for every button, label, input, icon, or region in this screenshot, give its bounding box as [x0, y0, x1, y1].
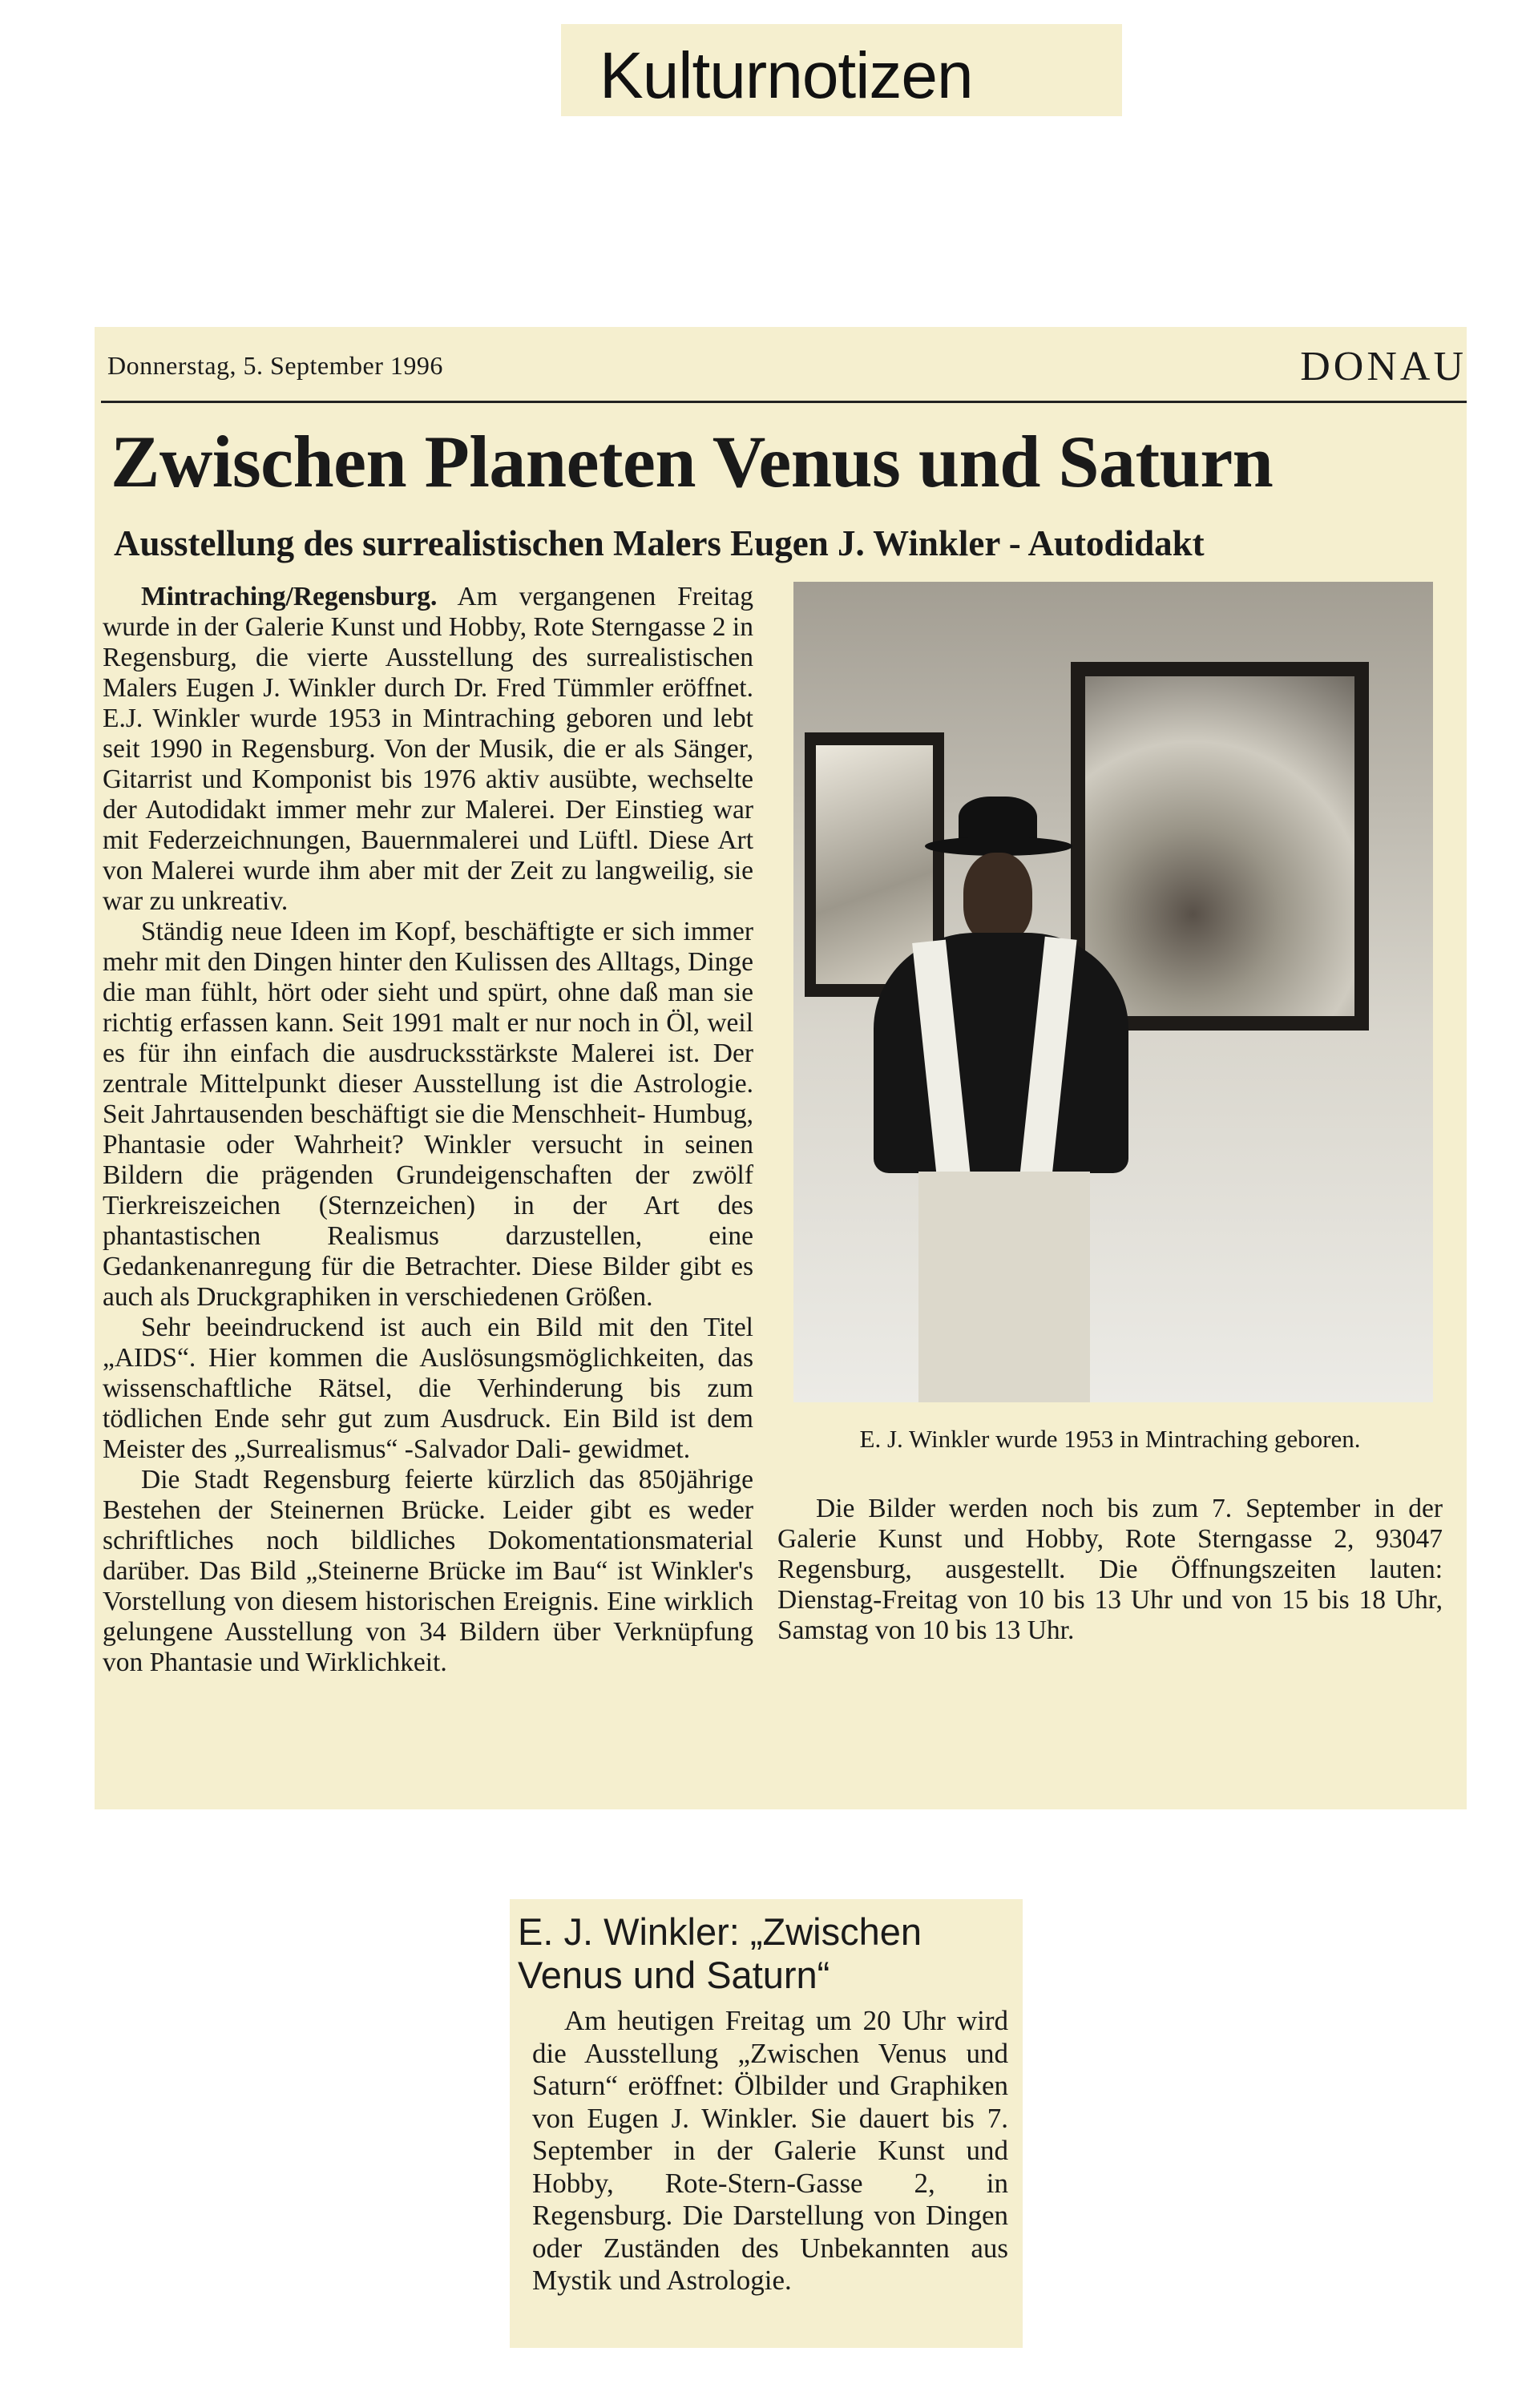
photo-caption: E. J. Winkler wurde 1953 in Mintraching geboren.	[859, 1425, 1361, 1453]
article-paragraph: Sehr beeindruckend ist auch ein Bild mit den Titel „AIDS“. Hier kommen die Auslösungsmöglichkeiten, das wissenschaftliche Rätsel, die Verhinderung bis zum tödlichen Ende sehr gut zum Ausdruck. Ein Bild ist dem Meister des „Surrealismus“ -Salvador Dali- gewidmet.	[103, 1313, 753, 1464]
article-lead-place: Mintraching/Regensburg.	[141, 582, 438, 611]
article-paragraph: Die Stadt Regensburg feierte kürzlich das 850jährige Bestehen der Steinernen Brücke. Leider gibt es weder schriftliches noch bildliches Dokomentationsmaterial darüber. Das Bild „Steinerne Brücke im Bau“ ist Winkler's Vorstellung von diesem historischen Ereignis. Eine wirklich gelungene Ausstellung von 34 Bildern über Verknüpfung von Phantasie und Wirklichkeit.	[103, 1465, 753, 1677]
newspaper-name: DONAU	[1300, 344, 1467, 389]
artist-shirt	[874, 933, 1128, 1173]
article-paragraph: Die Bilder werden noch bis zum 7. September in der Galerie Kunst und Hobby, Rote Sterngasse 2, 93047 Regensburg, ausgestellt. Die Öffnungszeiten lauten: Dienstag-Freitag von 10 bis 13 Uhr und von 15 bis 18 Uhr, Samstag von 10 bis 13 Uhr.	[777, 1494, 1443, 1645]
article-subheadline: Ausstellung des surrealistischen Malers Eugen J. Winkler - Autodidakt	[114, 523, 1205, 563]
article-clipping	[95, 327, 1467, 1809]
artist-photo	[793, 582, 1433, 1402]
notice-clipping	[510, 1899, 1023, 2348]
artist-face	[963, 853, 1032, 942]
article-paragraph-text: Am vergangenen Freitag wurde in der Galerie Kunst und Hobby, Rote Sterngasse 2 in Regensburg, die vierte Ausstellung des surrealistischen Malers Eugen J. Winkler durch Dr. Fred Tümmler eröffnet. E.J. Winkler wurde 1953 in Mintraching geboren und lebt seit 1990 in Regensburg. Von der Musik, die er als Sänger, Gitarrist und Komponist bis 1976 aktiv ausübte, wechselte der Autodidakt immer mehr zur Malerei. Der Einstieg war mit Federzeichnungen, Bauernmalerei und Lüftl. Diese Art von Malerei wurde ihm aber mit der Zeit zu langweilig, sie war zu unkreativ.	[103, 582, 754, 916]
article-paragraph: Ständig neue Ideen im Kopf, beschäftigte er sich immer mehr mit den Dingen hinter den Kulissen des Alltags, Dinge die man fühlt, hört oder sieht und spürt, ohne daß man sie richtig erfassen kann. Seit 1991 malt er nur noch in Öl, weil es für ihn einfach die ausdrucksstärkste Malerei ist. Der zentrale Mittelpunkt dieser Ausstellung ist die Astrologie. Seit Jahrtausenden beschäftigt sie die Menschheit- Humbug, Phantasie oder Wahrheit? Winkler versucht in seinen Bildern die prägenden Grundeigenschaften der zwölf Tierkreiszeichen (Sternzeichen) in der Art des phantastischen Realismus darzustellen, eine Gedankenanregung für die Betrachter. Diese Bilder gibt es auch als Druckgraphiken in verschiedenen Größen.	[103, 917, 753, 1312]
article-column-left	[103, 582, 753, 1678]
article-column-right	[777, 1494, 1443, 1646]
artist-trousers	[918, 1172, 1090, 1402]
header-rule	[101, 401, 1467, 403]
section-label: Kulturnotizen	[599, 39, 973, 112]
article-date: Donnerstag, 5. September 1996	[107, 351, 443, 380]
notice-paragraph: Am heutigen Freitag um 20 Uhr wird die Ausstellung „Zwischen Venus und Saturn“ eröffnet: Ölbilder und Graphiken von Eugen J. Winkler. Sie dauert bis 7. September in der Galerie Kunst und Hobby, Rote-Stern-Gasse 2, in Regensburg. Die Darstellung von Dingen oder Zuständen des Unbekannten aus Mystik und Astrologie.	[532, 2005, 1008, 2296]
article-paragraph	[103, 582, 753, 917]
article-headline: Zwischen Planeten Venus und Saturn	[111, 421, 1274, 502]
notice-title: E. J. Winkler: „Zwischen Venus und Saturn“	[518, 1910, 922, 1996]
painting-canvas-right	[1085, 676, 1354, 1016]
section-label-clipping	[561, 24, 1122, 116]
notice-body	[532, 2005, 1008, 2297]
